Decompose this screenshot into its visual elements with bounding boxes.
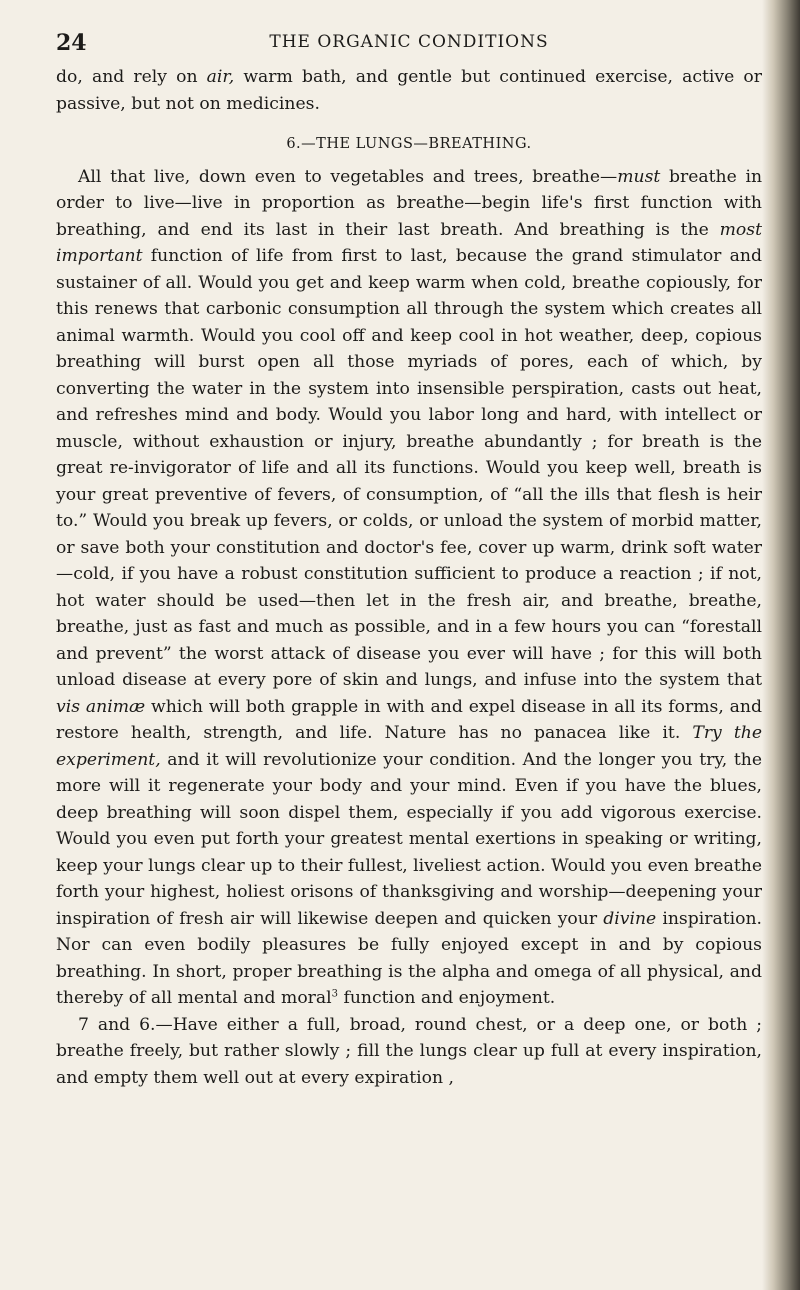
text-run: which will both grapple in with and expel disease in all its forms, and restore health, strength, and life. Nature has no panacea like it. bbox=[56, 696, 762, 743]
page-body bbox=[56, 64, 762, 1091]
text-run: breathe in order to live—live in proportion as breathe—begin life's first function with breathing, and end its last in their last breath. And breathing is the bbox=[56, 166, 763, 240]
emphasis: Try the experiment, bbox=[56, 723, 762, 770]
opening-paragraph bbox=[56, 64, 762, 117]
text-run: warm bath, and gentle but continued exercise, active or passive, but not on medicines. bbox=[56, 67, 762, 114]
text-run: All that live, down even to vegetables and trees, breathe— bbox=[78, 166, 618, 187]
paragraph-chest: 7 and 6.—Have either a full, broad, round chest, or a deep one, or both ; breathe freely, but rather slowly ; fill the lungs clear up full at every inspiration, and empty them well out at every expiration , bbox=[56, 1014, 762, 1088]
text-run: inspiration. Nor can even bodily pleasures be fully enjoyed except in and by copious breathing. In short, proper breathing is the alpha and omega of all physical, and thereby of all mental and moral bbox=[56, 908, 762, 1008]
text-run: function and enjoyment. bbox=[338, 988, 556, 1008]
book-page bbox=[56, 30, 762, 1091]
emphasis: divine bbox=[603, 908, 657, 929]
section-heading: 6.—THE LUNGS—BREATHING. bbox=[286, 136, 532, 152]
text-run: and it will revolutionize your condition. And the longer you try, the more will it regenerate your body and your mind. Even if you have the blues, deep breathing will soon dispel them, especially if you add vigorous exercise. Would you even put forth your greatest mental exertions in speaking or writing, keep your lungs clear up to their fullest, liveliest action. Would you even breathe forth your highest, holiest orisons of thanksgiving and worship—deepening your inspiration of fresh air will likewise deepen and quicken your bbox=[56, 749, 762, 929]
page-header bbox=[56, 30, 762, 64]
paragraph-breathing bbox=[56, 164, 762, 1012]
footnote-marker: 3 bbox=[331, 988, 339, 1000]
emphasis: must bbox=[617, 166, 661, 187]
emphasis: most important bbox=[56, 219, 762, 266]
page-edge-shadow bbox=[762, 0, 800, 1290]
emphasis: air, bbox=[206, 67, 235, 87]
running-head: THE ORGANIC CONDITIONS bbox=[269, 32, 549, 52]
page-number: 24 bbox=[56, 30, 87, 56]
text-run: do, and rely on bbox=[56, 67, 207, 87]
emphasis: vis animæ bbox=[56, 696, 146, 717]
text-run: function of life from first to last, because the grand stimulator and sustainer of all. Would you get and keep warm when cold, breathe copiously, for this renews that carbonic consumption all through the system which creates all animal warmth. Would you cool off and keep cool in hot weather, deep, copious breathing will burst open all those myriads of pores, each of which, by converting the water in the system into insensible perspiration, casts out heat, and refreshes mind and body. Would you labor long and hard, with intellect or muscle, without exhaustion or injury, breathe abundantly ; for breath is the great re-invigorator of life and all its functions. Would you keep well, breath is your great preventive of fevers, of consumption, of “all the ills that flesh is heir to.” Would you break up fevers, or colds, or unload the system of morbid matter, or save both your constitution and doctor's fee, cover up warm, drink soft water—cold, if you have a robust constitution sufficient to produce a reaction ; if not, hot water should be used—then let in the fresh air, and breathe, breathe, breathe, just as fast and much as possible, and in a few hours you can “forestall and prevent” the worst attack of disease you ever will have ; for this will both unload disease at every pore of skin and lungs, and infuse into the system that bbox=[56, 246, 762, 690]
